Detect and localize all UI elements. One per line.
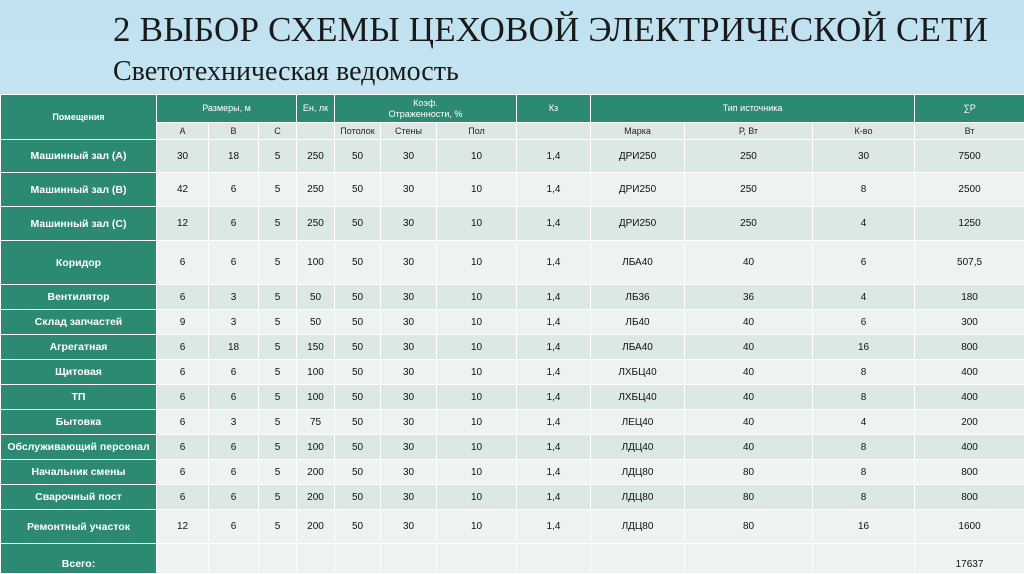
cell-brand: ЛДЦ80 [591, 460, 685, 485]
slide-subtitle: Светотехническая ведомость [113, 56, 459, 87]
cell-b: 6 [209, 485, 259, 510]
cell-brand: ЛБА40 [591, 241, 685, 285]
cell-sum: 507,5 [915, 241, 1024, 285]
table-row [1, 140, 1024, 173]
cell-b: 6 [209, 460, 259, 485]
slide-title: 2 ВЫБОР СХЕМЫ ЦЕХОВОЙ ЭЛЕКТРИЧЕСКОЙ СЕТИ [113, 10, 989, 49]
cell-floor: 10 [437, 173, 517, 207]
cell-sum: 400 [915, 435, 1024, 460]
cell-sum: 2500 [915, 173, 1024, 207]
cell-ceiling: 50 [335, 335, 381, 360]
cell-floor: 10 [437, 385, 517, 410]
subheader-en-empty [297, 123, 335, 140]
cell-floor: 10 [437, 410, 517, 435]
cell-sum: 1600 [915, 510, 1024, 544]
row-room-name: Коридор [1, 241, 157, 285]
cell-walls: 30 [381, 241, 437, 285]
cell-kz: 1,4 [517, 360, 591, 385]
cell-sum: 180 [915, 285, 1024, 310]
cell-p: 250 [685, 173, 813, 207]
table-row [1, 510, 1024, 544]
table-row [1, 285, 1024, 310]
subheader-brand: Марка [591, 123, 685, 140]
cell-kz: 1,4 [517, 140, 591, 173]
cell-walls: 30 [381, 460, 437, 485]
cell-walls: 30 [381, 360, 437, 385]
total-empty-cell [685, 544, 813, 574]
cell-a: 6 [157, 485, 209, 510]
cell-c: 5 [259, 435, 297, 460]
cell-brand: ЛБ40 [591, 310, 685, 335]
table-row [1, 435, 1024, 460]
total-empty-cell [517, 544, 591, 574]
cell-walls: 30 [381, 410, 437, 435]
total-value: 17637 [915, 544, 1024, 574]
cell-walls: 30 [381, 335, 437, 360]
cell-kz: 1,4 [517, 310, 591, 335]
cell-p: 40 [685, 335, 813, 360]
cell-b: 3 [209, 285, 259, 310]
cell-a: 42 [157, 173, 209, 207]
cell-a: 6 [157, 285, 209, 310]
cell-kz: 1,4 [517, 285, 591, 310]
cell-walls: 30 [381, 385, 437, 410]
row-room-name: Обслуживающий персонал [1, 435, 157, 460]
cell-en: 75 [297, 410, 335, 435]
cell-ceiling: 50 [335, 385, 381, 410]
cell-sum: 1250 [915, 207, 1024, 241]
row-room-name: Вентилятор [1, 285, 157, 310]
table-row [1, 385, 1024, 410]
total-empty-cell [591, 544, 685, 574]
cell-p: 40 [685, 410, 813, 435]
header-kz: Кз [517, 95, 591, 123]
cell-c: 5 [259, 140, 297, 173]
cell-sum: 800 [915, 460, 1024, 485]
cell-qty: 8 [813, 385, 915, 410]
row-room-name: Машинный зал (С) [1, 207, 157, 241]
cell-walls: 30 [381, 207, 437, 241]
row-room-name: Начальник смены [1, 460, 157, 485]
cell-walls: 30 [381, 510, 437, 544]
cell-ceiling: 50 [335, 435, 381, 460]
cell-en: 250 [297, 173, 335, 207]
cell-c: 5 [259, 310, 297, 335]
cell-walls: 30 [381, 310, 437, 335]
cell-en: 150 [297, 335, 335, 360]
table-row [1, 335, 1024, 360]
total-empty-cell [335, 544, 381, 574]
cell-floor: 10 [437, 335, 517, 360]
cell-kz: 1,4 [517, 241, 591, 285]
subheader-walls: Стены [381, 123, 437, 140]
cell-c: 5 [259, 360, 297, 385]
cell-p: 80 [685, 510, 813, 544]
cell-p: 40 [685, 241, 813, 285]
total-empty-cell [157, 544, 209, 574]
cell-c: 5 [259, 410, 297, 435]
cell-ceiling: 50 [335, 485, 381, 510]
cell-c: 5 [259, 485, 297, 510]
total-empty-cell [297, 544, 335, 574]
cell-b: 6 [209, 173, 259, 207]
cell-ceiling: 50 [335, 207, 381, 241]
cell-en: 250 [297, 140, 335, 173]
cell-en: 100 [297, 241, 335, 285]
cell-kz: 1,4 [517, 510, 591, 544]
cell-walls: 30 [381, 285, 437, 310]
cell-b: 6 [209, 207, 259, 241]
cell-floor: 10 [437, 510, 517, 544]
cell-qty: 4 [813, 410, 915, 435]
subheader-unit: Вт [915, 123, 1024, 140]
table-row [1, 485, 1024, 510]
cell-b: 6 [209, 360, 259, 385]
total-empty-cell [259, 544, 297, 574]
cell-qty: 4 [813, 207, 915, 241]
cell-en: 250 [297, 207, 335, 241]
cell-c: 5 [259, 335, 297, 360]
cell-kz: 1,4 [517, 435, 591, 460]
cell-brand: ЛХБЦ40 [591, 385, 685, 410]
cell-sum: 200 [915, 410, 1024, 435]
header-coef-line2: Отраженности, % [388, 108, 463, 119]
cell-qty: 16 [813, 335, 915, 360]
cell-p: 250 [685, 140, 813, 173]
table-row [1, 207, 1024, 241]
cell-a: 12 [157, 510, 209, 544]
table-row [1, 360, 1024, 385]
cell-a: 6 [157, 335, 209, 360]
cell-a: 6 [157, 460, 209, 485]
cell-kz: 1,4 [517, 460, 591, 485]
subheader-kz-empty [517, 123, 591, 140]
cell-brand: ЛБА40 [591, 335, 685, 360]
header-en-text: Ен, лк [302, 103, 329, 113]
cell-b: 18 [209, 335, 259, 360]
row-room-name: Агрегатная [1, 335, 157, 360]
cell-floor: 10 [437, 460, 517, 485]
cell-qty: 8 [813, 485, 915, 510]
subheader-c: С [259, 123, 297, 140]
row-room-name: Склад запчастей [1, 310, 157, 335]
slide-title-block [113, 10, 1013, 90]
total-label: Всего: [1, 544, 157, 574]
table-total-row [1, 544, 1024, 574]
cell-floor: 10 [437, 485, 517, 510]
cell-kz: 1,4 [517, 485, 591, 510]
cell-c: 5 [259, 510, 297, 544]
cell-brand: ЛЕЦ40 [591, 410, 685, 435]
cell-c: 5 [259, 460, 297, 485]
cell-qty: 8 [813, 360, 915, 385]
total-empty-cell [381, 544, 437, 574]
total-empty-cell [209, 544, 259, 574]
row-room-name: Ремонтный участок [1, 510, 157, 544]
cell-brand: ЛДЦ80 [591, 510, 685, 544]
cell-p: 40 [685, 310, 813, 335]
cell-b: 6 [209, 510, 259, 544]
cell-qty: 6 [813, 241, 915, 285]
cell-b: 18 [209, 140, 259, 173]
cell-floor: 10 [437, 435, 517, 460]
row-room-name: Щитовая [1, 360, 157, 385]
cell-p: 40 [685, 385, 813, 410]
header-sizes: Размеры, м [157, 95, 297, 123]
row-room-name: Сварочный пост [1, 485, 157, 510]
cell-en: 50 [297, 285, 335, 310]
header-en [297, 95, 335, 123]
table-row [1, 241, 1024, 285]
cell-ceiling: 50 [335, 360, 381, 385]
header-sum-p: ∑Р [915, 95, 1024, 123]
cell-floor: 10 [437, 140, 517, 173]
cell-walls: 30 [381, 140, 437, 173]
cell-sum: 300 [915, 310, 1024, 335]
table-row [1, 460, 1024, 485]
lighting-statement-table [0, 94, 1024, 574]
cell-floor: 10 [437, 207, 517, 241]
cell-p: 40 [685, 435, 813, 460]
cell-c: 5 [259, 207, 297, 241]
row-room-name: Машинный зал (А) [1, 140, 157, 173]
cell-ceiling: 50 [335, 140, 381, 173]
cell-b: 3 [209, 310, 259, 335]
cell-brand: ДРИ250 [591, 173, 685, 207]
cell-c: 5 [259, 241, 297, 285]
subheader-qty: К-во [813, 123, 915, 140]
cell-en: 200 [297, 485, 335, 510]
cell-sum: 400 [915, 385, 1024, 410]
cell-c: 5 [259, 385, 297, 410]
cell-brand: ДРИ250 [591, 207, 685, 241]
cell-c: 5 [259, 173, 297, 207]
cell-a: 6 [157, 410, 209, 435]
cell-kz: 1,4 [517, 335, 591, 360]
cell-ceiling: 50 [335, 510, 381, 544]
subheader-p: Р, Вт [685, 123, 813, 140]
cell-a: 6 [157, 241, 209, 285]
cell-sum: 800 [915, 335, 1024, 360]
header-rooms: Помещения [1, 95, 157, 140]
cell-en: 200 [297, 460, 335, 485]
cell-qty: 8 [813, 435, 915, 460]
cell-walls: 30 [381, 173, 437, 207]
cell-p: 80 [685, 485, 813, 510]
cell-brand: ЛХБЦ40 [591, 360, 685, 385]
total-empty-cell [813, 544, 915, 574]
subheader-b: В [209, 123, 259, 140]
cell-qty: 30 [813, 140, 915, 173]
cell-c: 5 [259, 285, 297, 310]
table-row [1, 173, 1024, 207]
cell-p: 80 [685, 460, 813, 485]
cell-qty: 4 [813, 285, 915, 310]
cell-brand: ЛБ36 [591, 285, 685, 310]
cell-floor: 10 [437, 285, 517, 310]
cell-walls: 30 [381, 435, 437, 460]
cell-sum: 400 [915, 360, 1024, 385]
cell-ceiling: 50 [335, 285, 381, 310]
cell-kz: 1,4 [517, 207, 591, 241]
table-row [1, 310, 1024, 335]
cell-a: 30 [157, 140, 209, 173]
cell-p: 36 [685, 285, 813, 310]
cell-floor: 10 [437, 310, 517, 335]
cell-en: 200 [297, 510, 335, 544]
cell-a: 6 [157, 435, 209, 460]
cell-brand: ДРИ250 [591, 140, 685, 173]
cell-ceiling: 50 [335, 310, 381, 335]
table-header-row [1, 95, 1024, 123]
header-source: Тип источника [591, 95, 915, 123]
cell-ceiling: 50 [335, 173, 381, 207]
cell-brand: ЛДЦ80 [591, 485, 685, 510]
cell-ceiling: 50 [335, 460, 381, 485]
cell-en: 50 [297, 310, 335, 335]
total-empty-cell [437, 544, 517, 574]
cell-kz: 1,4 [517, 410, 591, 435]
cell-b: 3 [209, 410, 259, 435]
row-room-name: Машинный зал (В) [1, 173, 157, 207]
cell-p: 250 [685, 207, 813, 241]
row-room-name: ТП [1, 385, 157, 410]
cell-p: 40 [685, 360, 813, 385]
cell-qty: 8 [813, 460, 915, 485]
cell-kz: 1,4 [517, 173, 591, 207]
cell-b: 6 [209, 435, 259, 460]
cell-ceiling: 50 [335, 410, 381, 435]
cell-ceiling: 50 [335, 241, 381, 285]
header-coef-line1: Коэф. [413, 97, 438, 108]
cell-kz: 1,4 [517, 385, 591, 410]
cell-b: 6 [209, 241, 259, 285]
cell-sum: 7500 [915, 140, 1024, 173]
cell-a: 9 [157, 310, 209, 335]
cell-en: 100 [297, 360, 335, 385]
subheader-a: А [157, 123, 209, 140]
cell-en: 100 [297, 385, 335, 410]
row-room-name: Бытовка [1, 410, 157, 435]
cell-brand: ЛДЦ40 [591, 435, 685, 460]
cell-b: 6 [209, 385, 259, 410]
cell-qty: 6 [813, 310, 915, 335]
header-coef [335, 95, 517, 123]
cell-a: 6 [157, 385, 209, 410]
cell-a: 6 [157, 360, 209, 385]
cell-a: 12 [157, 207, 209, 241]
table-row [1, 410, 1024, 435]
subheader-floor: Пол [437, 123, 517, 140]
subheader-ceiling: Потолок [335, 123, 381, 140]
cell-floor: 10 [437, 360, 517, 385]
cell-en: 100 [297, 435, 335, 460]
cell-qty: 8 [813, 173, 915, 207]
cell-walls: 30 [381, 485, 437, 510]
cell-qty: 16 [813, 510, 915, 544]
cell-sum: 800 [915, 485, 1024, 510]
cell-floor: 10 [437, 241, 517, 285]
